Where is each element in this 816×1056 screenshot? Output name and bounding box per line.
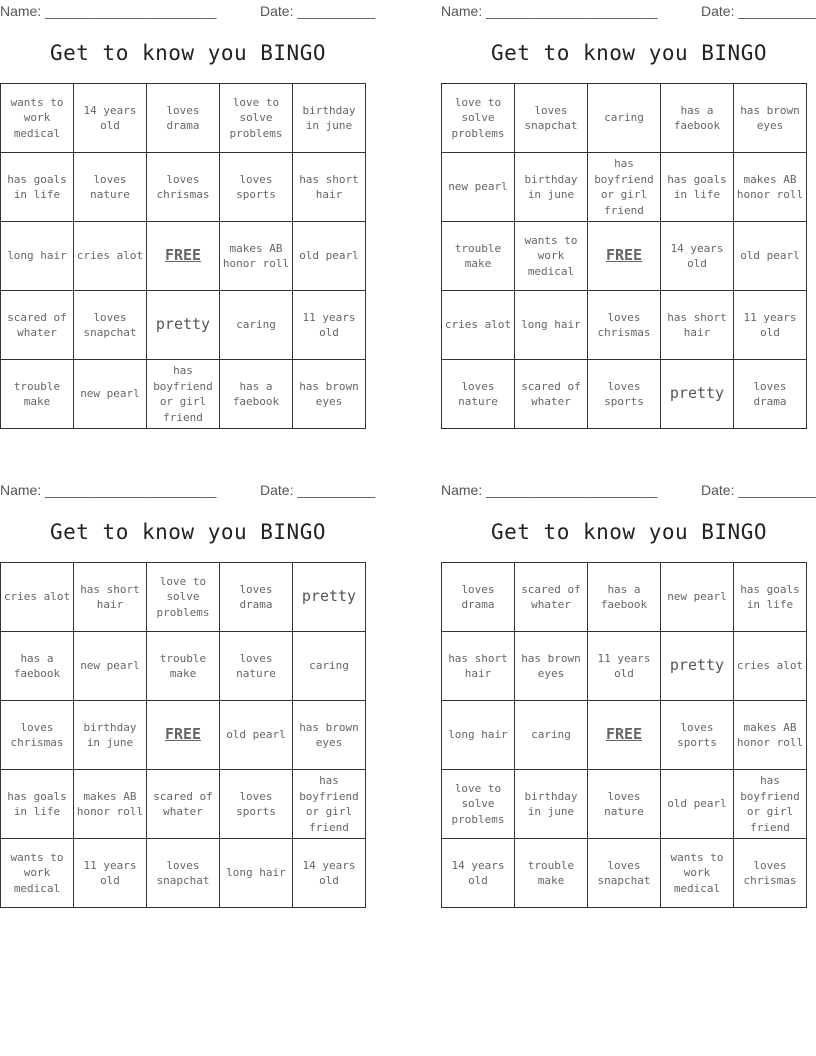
- bingo-cell: caring: [588, 84, 661, 153]
- bingo-cell: loves chrismas: [147, 153, 220, 222]
- date-field[interactable]: Date: __________: [701, 482, 816, 498]
- grid-row: [442, 222, 807, 291]
- bingo-cell: long hair: [220, 839, 293, 908]
- grid-row: [442, 360, 807, 429]
- bingo-cell: has brown eyes: [515, 632, 588, 701]
- bingo-cell: has short hair: [442, 632, 515, 701]
- bingo-cell: birthday in june: [515, 770, 588, 839]
- bingo-grid: [0, 562, 366, 908]
- bingo-cell: wants to work medical: [1, 839, 74, 908]
- grid-row: [442, 84, 807, 153]
- bingo-cell: 11 years old: [734, 291, 807, 360]
- bingo-cell: 11 years old: [588, 632, 661, 701]
- bingo-cell: old pearl: [734, 222, 807, 291]
- bingo-cell: 14 years old: [74, 84, 147, 153]
- bingo-cell: loves chrismas: [588, 291, 661, 360]
- date-field[interactable]: Date: __________: [260, 482, 376, 498]
- bingo-card-3: [0, 479, 376, 919]
- grid-row: [442, 563, 807, 632]
- bingo-cell: pretty: [147, 291, 220, 360]
- bingo-cell: trouble make: [147, 632, 220, 701]
- bingo-cell: scared of whater: [1, 291, 74, 360]
- bingo-cell: new pearl: [74, 360, 147, 429]
- bingo-cell: loves drama: [147, 84, 220, 153]
- bingo-cell: long hair: [442, 701, 515, 770]
- bingo-grid: [441, 562, 807, 908]
- bingo-cell: has short hair: [74, 563, 147, 632]
- bingo-cell: has boyfriend or girl friend: [588, 153, 661, 222]
- card-title: Get to know you BINGO: [490, 520, 767, 544]
- grid-row: [442, 153, 807, 222]
- grid-row: [1, 632, 366, 701]
- bingo-cell: loves sports: [661, 701, 734, 770]
- card-header: [441, 482, 816, 498]
- free-cell: FREE: [147, 222, 220, 291]
- bingo-cell: love to solve problems: [442, 770, 515, 839]
- grid-row: [1, 701, 366, 770]
- bingo-cell: loves drama: [442, 563, 515, 632]
- name-field[interactable]: Name: ______________________: [0, 482, 217, 498]
- bingo-cell: pretty: [293, 563, 366, 632]
- bingo-cell: wants to work medical: [515, 222, 588, 291]
- grid-row: [1, 222, 366, 291]
- bingo-cell: cries alot: [1, 563, 74, 632]
- date-field[interactable]: Date: __________: [701, 3, 816, 19]
- bingo-cell: scared of whater: [147, 770, 220, 839]
- bingo-cell: love to solve problems: [442, 84, 515, 153]
- bingo-cell: loves sports: [220, 153, 293, 222]
- bingo-cell: pretty: [661, 632, 734, 701]
- bingo-cell: has short hair: [661, 291, 734, 360]
- bingo-cell: wants to work medical: [1, 84, 74, 153]
- card-title: Get to know you BINGO: [49, 520, 326, 544]
- bingo-cell: loves snapchat: [147, 839, 220, 908]
- bingo-cell: birthday in june: [293, 84, 366, 153]
- bingo-card-1: [0, 0, 376, 440]
- bingo-cell: has a faebook: [588, 563, 661, 632]
- card-title: Get to know you BINGO: [49, 41, 326, 65]
- bingo-cell: loves nature: [588, 770, 661, 839]
- bingo-cell: 14 years old: [442, 839, 515, 908]
- bingo-cell: loves snapchat: [74, 291, 147, 360]
- bingo-cell: makes AB honor roll: [74, 770, 147, 839]
- bingo-cell: has short hair: [293, 153, 366, 222]
- bingo-cell: new pearl: [74, 632, 147, 701]
- bingo-cell: makes AB honor roll: [220, 222, 293, 291]
- bingo-cell: loves sports: [220, 770, 293, 839]
- bingo-cell: loves nature: [220, 632, 293, 701]
- bingo-cell: cries alot: [734, 632, 807, 701]
- grid-row: [1, 839, 366, 908]
- name-field[interactable]: Name: ______________________: [0, 3, 217, 19]
- bingo-card-2: [441, 0, 816, 440]
- bingo-cell: trouble make: [1, 360, 74, 429]
- card-header: [0, 3, 376, 19]
- bingo-cell: cries alot: [442, 291, 515, 360]
- bingo-cell: pretty: [661, 360, 734, 429]
- name-field[interactable]: Name: ______________________: [441, 482, 658, 498]
- grid-row: [1, 563, 366, 632]
- grid-row: [442, 839, 807, 908]
- bingo-grid: [0, 83, 366, 429]
- bingo-cell: cries alot: [74, 222, 147, 291]
- bingo-cell: new pearl: [661, 563, 734, 632]
- card-header: [441, 3, 816, 19]
- free-cell: FREE: [147, 701, 220, 770]
- bingo-cell: old pearl: [293, 222, 366, 291]
- bingo-cell: has brown eyes: [293, 360, 366, 429]
- grid-row: [442, 291, 807, 360]
- bingo-cell: long hair: [515, 291, 588, 360]
- bingo-cell: has goals in life: [1, 153, 74, 222]
- bingo-cell: long hair: [1, 222, 74, 291]
- bingo-cell: loves chrismas: [1, 701, 74, 770]
- grid-row: [442, 770, 807, 839]
- bingo-cell: loves snapchat: [515, 84, 588, 153]
- bingo-cell: caring: [220, 291, 293, 360]
- name-field[interactable]: Name: ______________________: [441, 3, 658, 19]
- bingo-cell: 14 years old: [661, 222, 734, 291]
- bingo-cell: old pearl: [661, 770, 734, 839]
- bingo-card-4: [441, 479, 816, 919]
- card-title: Get to know you BINGO: [490, 41, 767, 65]
- bingo-cell: old pearl: [220, 701, 293, 770]
- bingo-cell: has brown eyes: [293, 701, 366, 770]
- bingo-grid: [441, 83, 807, 429]
- bingo-cell: has boyfriend or girl friend: [293, 770, 366, 839]
- card-header: [0, 482, 376, 498]
- bingo-cell: has a faebook: [661, 84, 734, 153]
- bingo-cell: birthday in june: [74, 701, 147, 770]
- free-cell: FREE: [588, 701, 661, 770]
- bingo-cell: birthday in june: [515, 153, 588, 222]
- bingo-cell: scared of whater: [515, 360, 588, 429]
- date-field[interactable]: Date: __________: [260, 3, 376, 19]
- bingo-cell: trouble make: [442, 222, 515, 291]
- bingo-cell: has a faebook: [220, 360, 293, 429]
- bingo-cell: caring: [515, 701, 588, 770]
- free-cell: FREE: [588, 222, 661, 291]
- bingo-cell: loves chrismas: [734, 839, 807, 908]
- bingo-cell: trouble make: [515, 839, 588, 908]
- bingo-cell: loves nature: [74, 153, 147, 222]
- bingo-cell: has brown eyes: [734, 84, 807, 153]
- grid-row: [1, 84, 366, 153]
- bingo-cell: 14 years old: [293, 839, 366, 908]
- bingo-cell: has goals in life: [1, 770, 74, 839]
- bingo-cell: makes AB honor roll: [734, 701, 807, 770]
- bingo-cell: has boyfriend or girl friend: [147, 360, 220, 429]
- bingo-cell: caring: [293, 632, 366, 701]
- bingo-cell: love to solve problems: [147, 563, 220, 632]
- bingo-cell: makes AB honor roll: [734, 153, 807, 222]
- bingo-cell: loves drama: [220, 563, 293, 632]
- grid-row: [1, 770, 366, 839]
- bingo-cell: loves snapchat: [588, 839, 661, 908]
- bingo-cell: loves nature: [442, 360, 515, 429]
- grid-row: [442, 632, 807, 701]
- bingo-cell: has boyfriend or girl friend: [734, 770, 807, 839]
- bingo-cell: 11 years old: [293, 291, 366, 360]
- bingo-cell: scared of whater: [515, 563, 588, 632]
- bingo-cell: love to solve problems: [220, 84, 293, 153]
- bingo-cell: wants to work medical: [661, 839, 734, 908]
- grid-row: [1, 360, 366, 429]
- bingo-cell: 11 years old: [74, 839, 147, 908]
- bingo-cell: new pearl: [442, 153, 515, 222]
- bingo-cell: has a faebook: [1, 632, 74, 701]
- grid-row: [1, 291, 366, 360]
- bingo-cell: loves drama: [734, 360, 807, 429]
- grid-row: [442, 701, 807, 770]
- bingo-cell: loves sports: [588, 360, 661, 429]
- grid-row: [1, 153, 366, 222]
- bingo-cell: has goals in life: [661, 153, 734, 222]
- bingo-cell: has goals in life: [734, 563, 807, 632]
